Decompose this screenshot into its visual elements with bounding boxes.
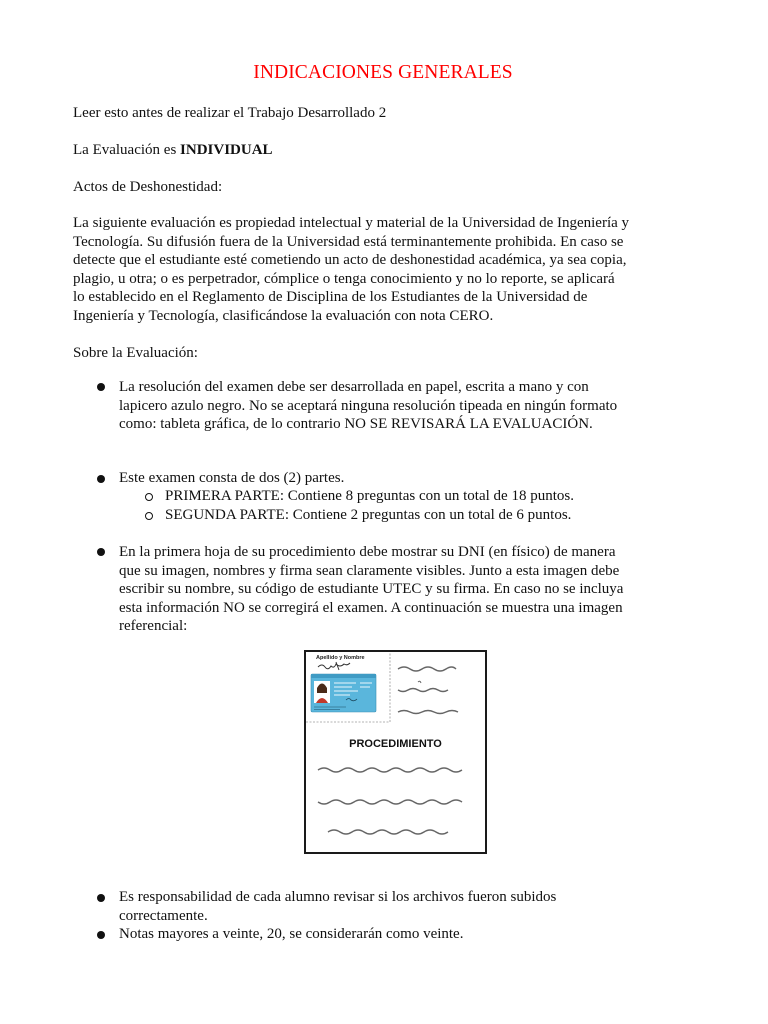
- acts-line: La siguiente evaluación es propiedad intelectual y material de la Universidad de Ingeniería y: [73, 215, 630, 231]
- acts-line: detecte que el estudiante esté cometiendo un acto de deshonestidad académica, ya sea copia,: [73, 252, 627, 269]
- evaluation-type: INDIVIDUAL: [180, 142, 273, 158]
- bullet-line: Este examen consta de dos (2) partes.: [119, 470, 345, 486]
- intro-text: Leer esto antes de realizar el Trabajo Desarrollado 2: [73, 105, 387, 121]
- reference-procedure-label: PROCEDIMIENTO: [349, 738, 442, 750]
- bullet-icon: [97, 475, 105, 483]
- sub-bullet-line: SEGUNDA PARTE: Contiene 2 preguntas con un total de 6 puntos.: [165, 507, 572, 523]
- bullet-line: esta información NO se corregirá el examen. A continuación se muestra una imagen: [119, 599, 623, 616]
- bullet-icon: [97, 383, 105, 391]
- acts-line: Ingeniería y Tecnología, clasificándose la evaluación con nota CERO.: [73, 308, 494, 324]
- acts-heading: Actos de Deshonestidad:: [73, 179, 223, 195]
- sub-bullet-line: PRIMERA PARTE: Contiene 8 preguntas con un total de 18 puntos.: [165, 488, 574, 504]
- bullet-line: Es responsabilidad de cada alumno revisar si los archivos fueron subidos: [119, 889, 557, 905]
- page-title: INDICACIONES GENERALES: [253, 62, 513, 83]
- evaluation-prefix: La Evaluación es: [73, 142, 181, 158]
- bullet-icon: [97, 931, 105, 939]
- bullet-line: lapicero azulo negro. No se aceptará ninguna resolución tipeada en ningún formato: [119, 397, 618, 414]
- evaluation-line: [73, 141, 273, 160]
- bullet-line: referencial:: [119, 618, 188, 635]
- bullet-line: escribir su nombre, su código de estudiante UTEC y su firma. En caso no se incluya: [119, 581, 624, 598]
- bullet-line: Notas mayores a veinte, 20, se considerarán como veinte.: [119, 926, 464, 942]
- reference-image: [304, 650, 487, 854]
- circle-bullet-icon: [145, 493, 153, 501]
- about-heading: Sobre la Evaluación:: [73, 345, 198, 361]
- acts-line: lo establecido en el Reglamento de Disciplina de los Estudiantes de la Universidad de: [73, 289, 588, 306]
- bullet-line: como: tableta gráfica, de lo contrario NO SE REVISARÁ LA EVALUACIÓN.: [119, 416, 593, 433]
- bullet-icon: [97, 548, 105, 556]
- circle-bullet-icon: [145, 512, 153, 520]
- bullet-line: La resolución del examen debe ser desarrollada en papel, escrita a mano y con: [119, 379, 589, 395]
- acts-line: Tecnología. Su difusión fuera de la Universidad está terminantemente prohibida. En caso se: [73, 233, 624, 250]
- bullet-line: En la primera hoja de su procedimiento debe mostrar su DNI (en físico) de manera: [119, 544, 616, 560]
- bullet-line: correctamente.: [119, 907, 208, 924]
- reference-header: Apellido y Nombre: [316, 655, 365, 661]
- bullet-line: que su imagen, nombres y firma sean claramente visibles. Junto a esta imagen debe: [119, 562, 620, 579]
- reference-drawing: [306, 652, 485, 852]
- bullet-icon: [97, 894, 105, 902]
- acts-line: plagio, u otra; o es perpetrador, cómplice o tenga conocimiento y no lo reporte, se aplicará: [73, 270, 615, 287]
